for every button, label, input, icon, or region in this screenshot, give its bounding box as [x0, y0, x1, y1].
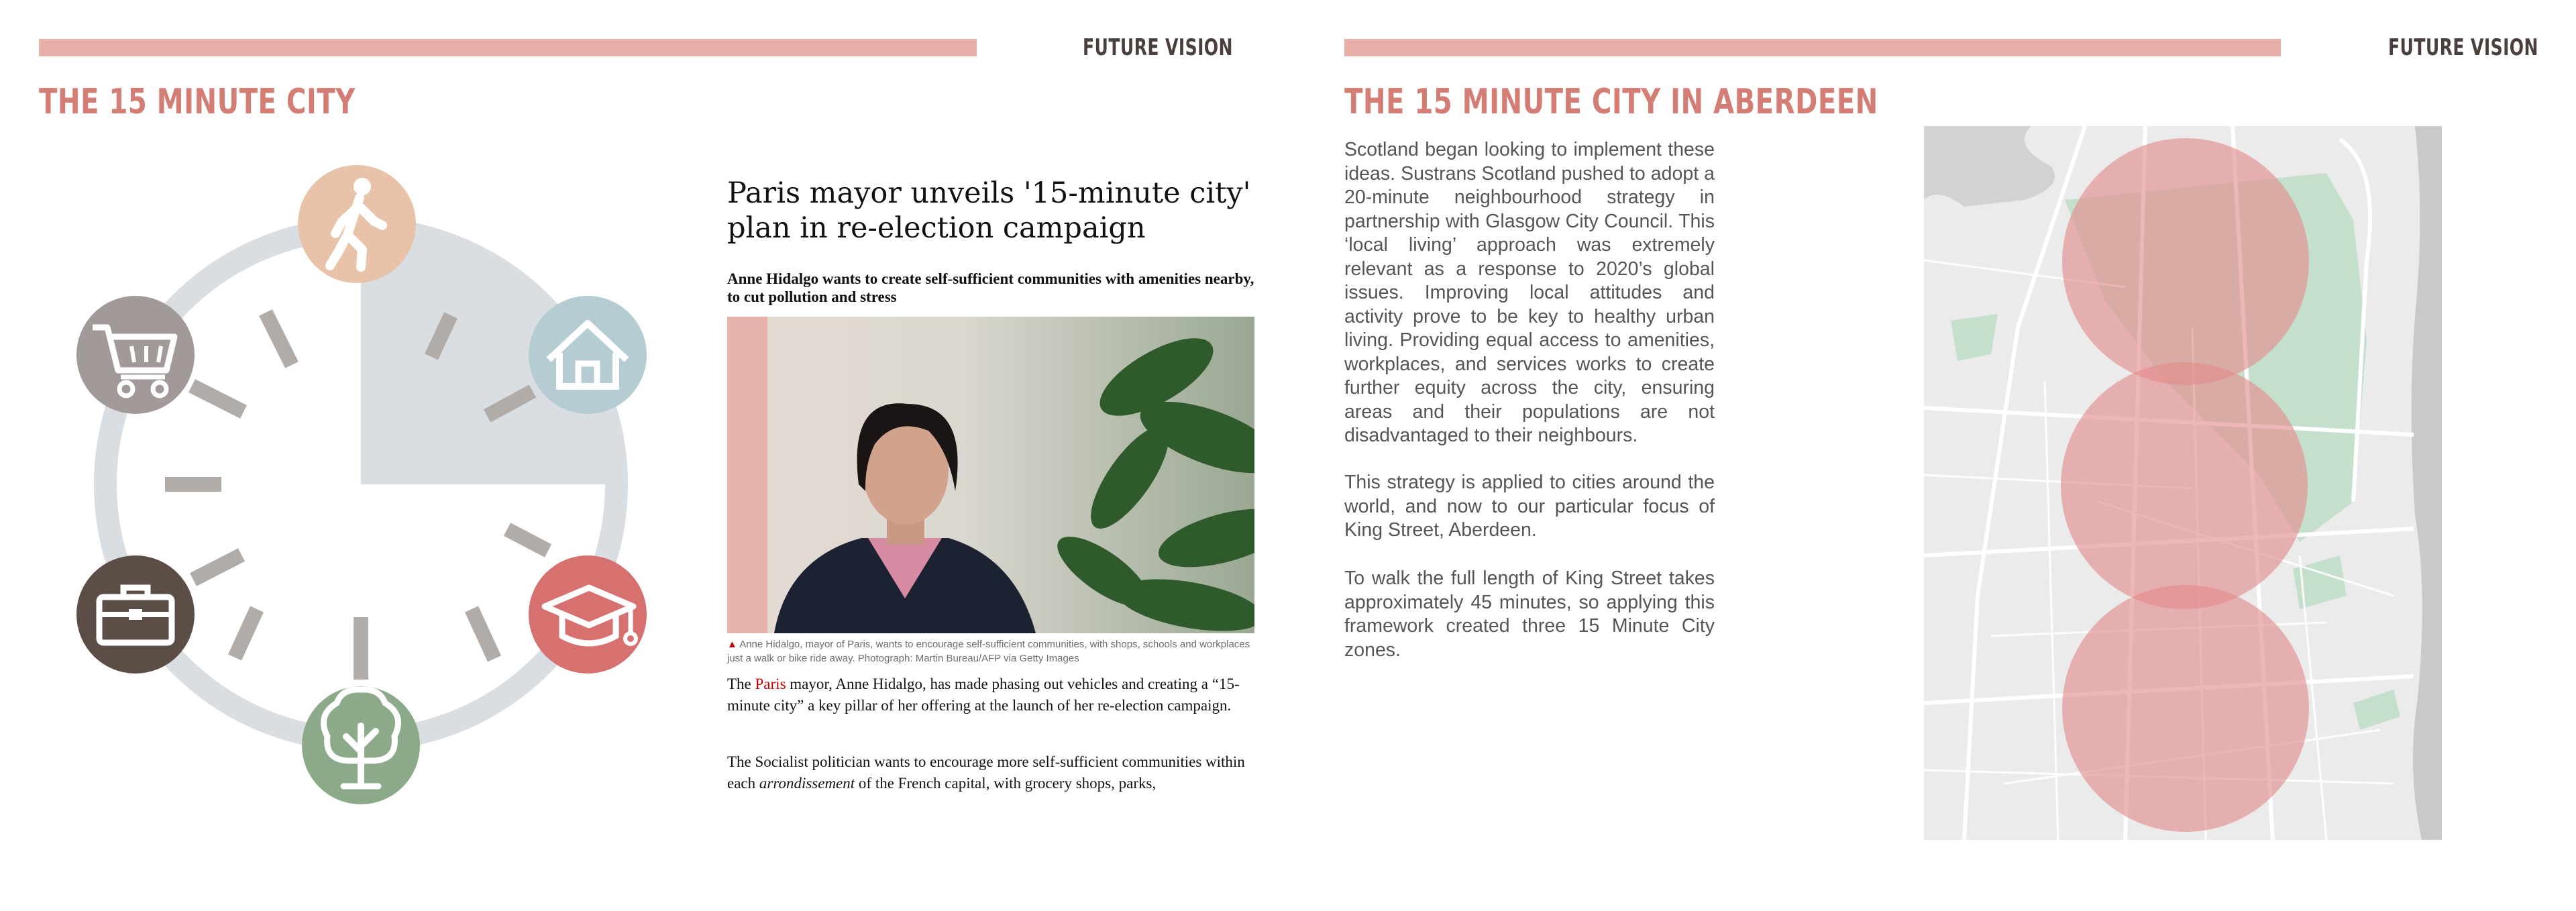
briefcase-icon [76, 555, 195, 674]
photo-caption [727, 637, 1254, 665]
body-paragraph-1: Scotland began looking to implement these ideas. Sustrans Scotland pushed to adopt a 20-minute neighbourhood strategy in partnership with Glasgow City Council. This ‘local living’ approach was extremely relevant as a response to 2020’s global issues. Improving local attitudes and activity prove to be key to healthy urban living. Providing equal access to amenities, workplaces, and services works to create further equity across the city, ensuring areas and their populations are not disadvantaged to their neighbours. [1344, 139, 1715, 446]
paragraph-text: The Socialist politician wants to encourage more self-sufficient communities within each [727, 753, 1245, 792]
paragraph-text: of the French capital, with grocery shops, parks, [855, 775, 1157, 792]
house-icon [529, 296, 647, 414]
paris-link[interactable]: Paris [755, 676, 786, 692]
zone-central [2061, 362, 2308, 609]
page-title-left: THE 15 MINUTE CITY [39, 82, 356, 122]
body-paragraph-3: To walk the full length of King Street takes approximately 45 minutes, so applying this framework created three 15 Minute City zones. [1344, 568, 1715, 661]
article-headline: Paris mayor unveils '15-minute city' plan in re-election campaign [727, 176, 1251, 245]
header-bar-right [1344, 39, 2281, 56]
header-brand-right: FUTURE VISION [2388, 34, 2538, 61]
walking-person-icon [298, 165, 416, 283]
shopping-cart-icon [76, 296, 195, 414]
zone-north [2062, 138, 2309, 385]
article-standfirst: Anne Hidalgo wants to create self-sufficient communities with amenities nearby, to cut pollution and stress [727, 270, 1254, 305]
minute-zones [2061, 138, 2309, 832]
header-bar-left [39, 39, 977, 56]
article-paragraph-2 [727, 751, 1264, 794]
paragraph-text: The [727, 676, 755, 692]
header-brand-left: FUTURE VISION [1083, 34, 1233, 61]
body-paragraph-2: This strategy is applied to cities around the world, and now to our particular focus of King Street, Aberdeen. [1344, 472, 1715, 541]
paragraph-text: mayor, Anne Hidalgo, has made phasing out vehicles and creating a “15-minute city” a key pillar of her offering at the launch of her re-election campaign. [727, 676, 1240, 714]
article-paragraph-1 [727, 674, 1264, 716]
paragraph-italic: arrondissement [759, 775, 855, 792]
zone-south [2062, 585, 2309, 832]
fifteen-minute-clock-diagram [67, 161, 671, 818]
tree-icon [302, 686, 420, 804]
aberdeen-zone-map [1924, 126, 2442, 840]
caption-marker: ▲ [727, 639, 737, 650]
caption-text: Anne Hidalgo, mayor of Paris, wants to encourage self-sufficient communities, with shops, schools and workplaces just a walk or bike ride away. Photograph: Martin Bureau/AFP via Getty Images [727, 639, 1250, 664]
page-title-right: THE 15 MINUTE CITY IN ABERDEEN [1344, 82, 1878, 122]
article-photo [727, 317, 1254, 633]
graduation-cap-icon [529, 555, 647, 674]
